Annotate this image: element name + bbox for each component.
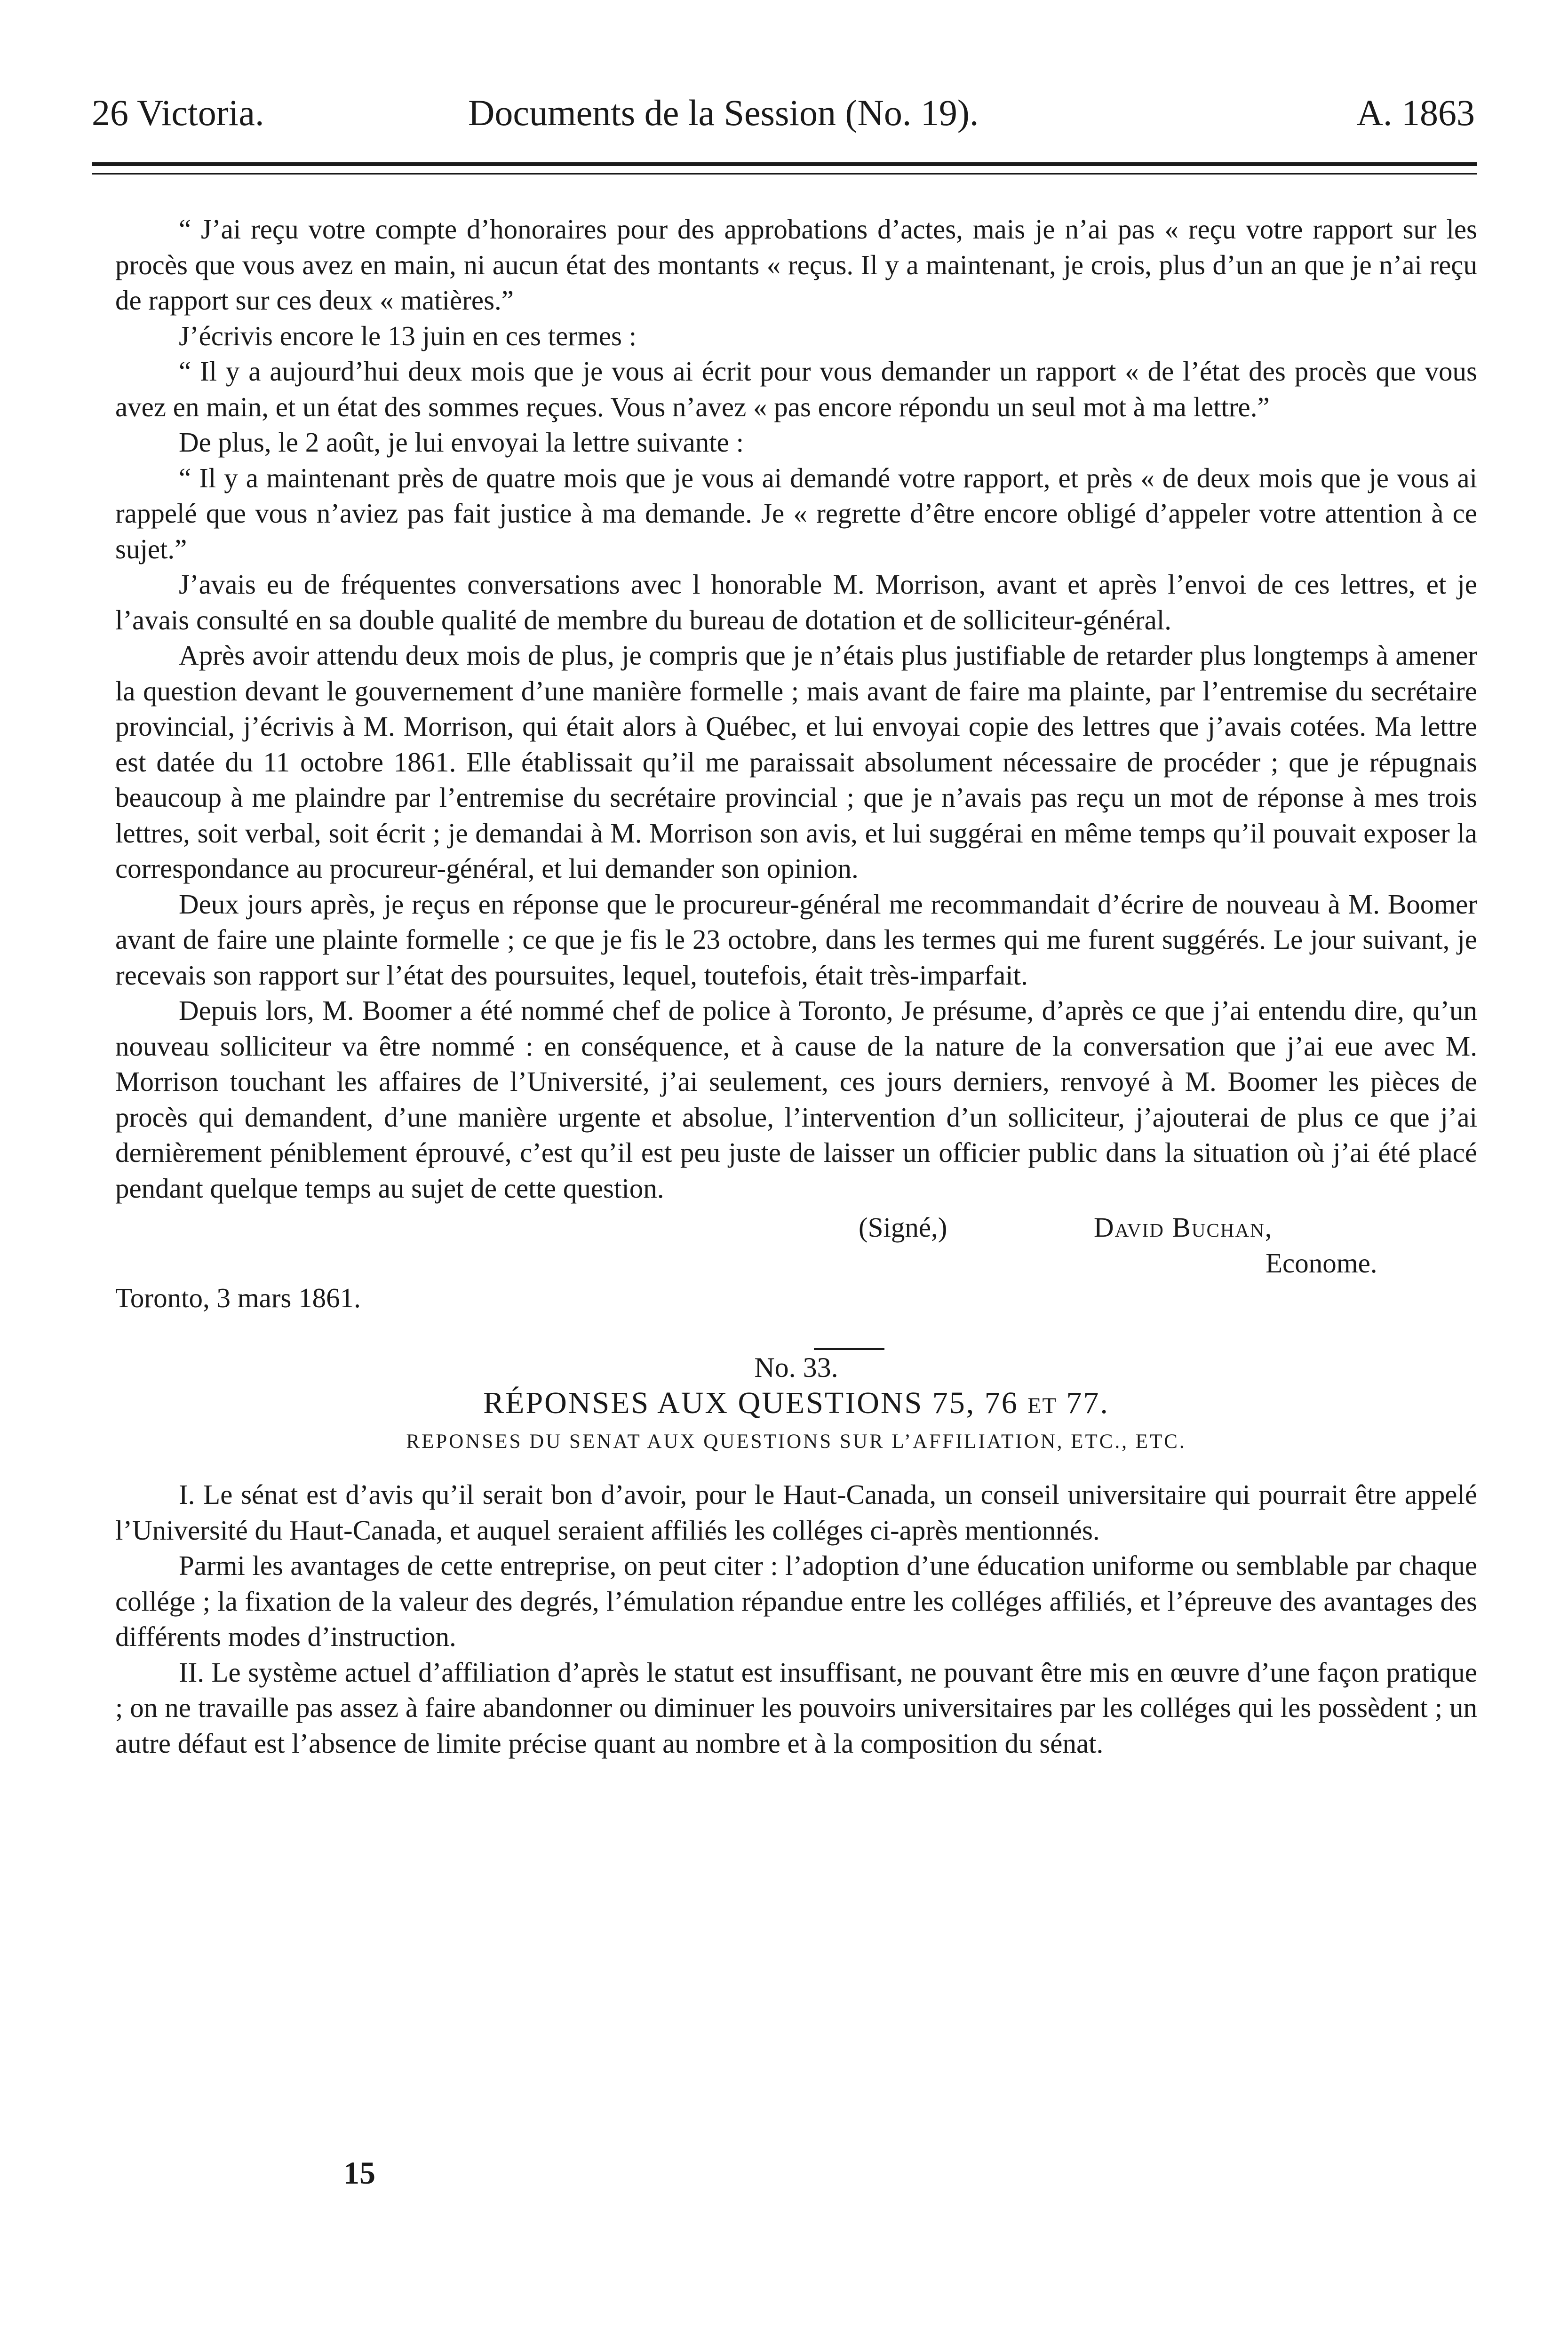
letter-paragraph: Après avoir attendu deux mois de plus, je compris que je n’étais plus justifiable de retarder plus longtemps à amener la question devant le gouvernement d’une manière formelle ; mais avant de faire ma plainte, par l’entremise du secrétaire provincial, j’écrivis à M. Morrison, qui était alors à Québec, et lui envoyai copie des lettres que j’avais cotées. Ma lettre est datée du 11 octobre 1861. Elle établissait qu’il me paraissait absolument nécessaire de procéder ; que je répugnais beaucoup à me plaindre par l’entremise du secrétaire provincial ; que je n’avais pas reçu un mot de réponse à mes trois lettres, soit verbal, soit écrit ; je demandai à M. Morrison son avis, et lui suggérai en même temps qu’il pouvait exposer la correspondance au procureur-général, et lui demander son opinion.	[115, 640, 1477, 884]
signature-block	[115, 1210, 1477, 1280]
section-paragraph: I. Le sénat est d’avis qu’il serait bon d’avoir, pour le Haut-Canada, un conseil universitaire qui pourrait être appelé l’Université du Haut-Canada, et auquel seraient affiliés les colléges ci-après mentionnés.	[115, 1479, 1477, 1546]
letter-paragraph: J’avais eu de fréquentes conversations avec l honorable M. Morrison, avant et après l’envoi de ces lettres, et je l’avais consulté en sa double qualité de membre du bureau de dotation et de solliciteur-général.	[115, 569, 1477, 636]
signed-label: (Signé,)	[859, 1212, 947, 1243]
header-rule-thick	[92, 162, 1477, 166]
page-body	[115, 212, 1477, 1761]
letter-paragraph: Depuis lors, M. Boomer a été nommé chef de police à Toronto, Je présume, d’après ce que j’ai entendu dire, qu’un nouveau solliciteur va être nommé : en conséquence, et à cause de la nature de la conversation que j’ai eue avec M. Morrison touchant les affaires de l’Université, j’ai seulement, ces jours derniers, renvoyé à M. Boomer les pièces de procès qui demandent, d’une manière urgente et absolue, l’intervention d’un solliciteur, j’ajouterai de plus ce que j’ai dernièrement péniblement éprouvé, c’est qu’il est peu juste de laisser un officier public dans la situation où j’ai été placé pendant quelque temps au sujet de cette question.	[115, 995, 1477, 1204]
letter-dateline: Toronto, 3 mars 1861.	[115, 1282, 361, 1313]
running-header	[92, 92, 1475, 148]
header-title: Documents de la Session (No. 19).	[468, 92, 979, 133]
signer-role: Econome.	[1266, 1248, 1377, 1279]
letter-paragraph: Deux jours après, je reçus en réponse que le procureur-général me recommandait d’écrire de nouveau à M. Boomer avant de faire une plainte formelle ; ce que je fis le 23 octobre, dans les termes qui me furent suggérés. Le jour suivant, je recevais son rapport sur l’état des poursuites, lequel, toutefois, était très-imparfait.	[115, 888, 1477, 991]
section-title-end: 77.	[1066, 1386, 1109, 1420]
header-year: A. 1863	[1356, 92, 1475, 133]
section-subtitle: REPONSES DU SENAT AUX QUESTIONS SUR L’AFFILIATION, ETC., ETC.	[406, 1430, 1186, 1453]
header-rule-thin	[92, 173, 1477, 175]
section-title	[115, 1385, 1477, 1424]
section-paragraph: II. Le système actuel d’affiliation d’après le statut est insuffisant, ne pouvant être mis en œuvre d’une façon pratique ; on ne travaille pas assez à faire abandonner ou diminuer les pouvoirs universitaires par les colléges qui les possèdent ; un autre défaut est l’absence de limite précise quant au nombre et à la composition du sénat.	[115, 1656, 1477, 1759]
section-title-et: ET	[1027, 1393, 1057, 1418]
letter-paragraph: J’écrivis encore le 13 juin en ces termes :	[179, 320, 637, 351]
section-paragraph: Parmi les avantages de cette entreprise, on peut citer : l’adoption d’une éducation uniforme ou semblable par chaque collége ; la fixation de la valeur des degrés, l’émulation répandue entre les colléges affiliés, et l’épreuve des avantages des différents modes d’instruction.	[115, 1550, 1477, 1652]
letter-paragraph: “ J’ai reçu votre compte d’honoraires pour des approbations d’actes, mais je n’ai pas « reçu votre rapport sur les procès que vous avez en main, ni aucun état des montants « reçus. Il y a maintenant, je crois, plus d’un an que je n’ai reçu de rapport sur ces deux « matières.”	[115, 214, 1477, 316]
page-number: 15	[343, 2155, 375, 2191]
section-number: No. 33.	[754, 1351, 838, 1383]
signer-name: David Buchan,	[1094, 1212, 1273, 1243]
letter-paragraph: De plus, le 2 août, je lui envoyai la lettre suivante :	[179, 427, 744, 458]
section-title-main: RÉPONSES AUX QUESTIONS 75, 76	[483, 1386, 1019, 1420]
header-volume: 26 Victoria.	[92, 92, 264, 133]
letter-paragraph: “ Il y a aujourd’hui deux mois que je vous ai écrit pour vous demander un rapport « de l’état des procès que vous avez en main, et un état des sommes reçues. Vous n’avez « pas encore répondu un seul mot à ma lettre.”	[115, 356, 1477, 422]
letter-paragraph: “ Il y a maintenant près de quatre mois que je vous ai demandé votre rapport, et près « de deux mois que je vous ai rappelé que vous n’aviez pas fait justice à ma demande. Je « regrette d’être encore obligé d’appeler votre attention à ce sujet.”	[115, 462, 1477, 564]
